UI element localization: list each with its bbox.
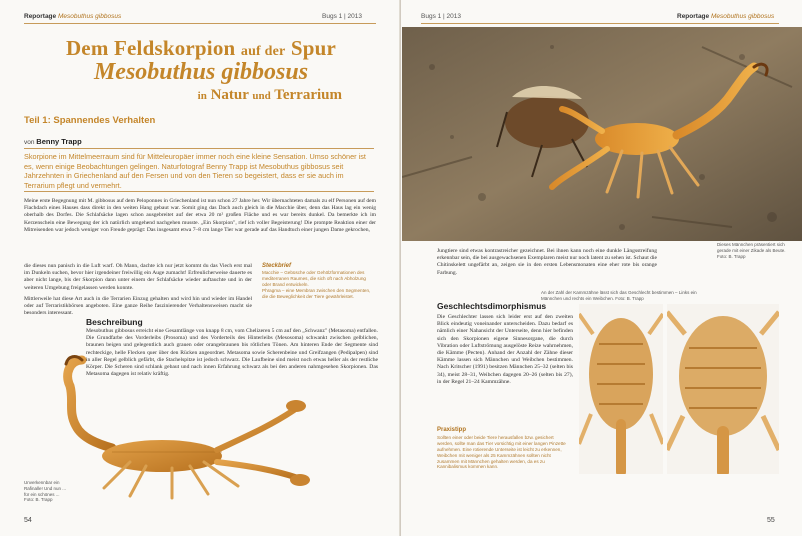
lead-paragraph: Skorpione im Mittelmeerraum sind für Mitteleuropäer immer noch eine kleine Sensation. Umso schöner ist es, wenn einige Beobachtungen gelingen. Naturfotograf Benny Trapp ist Mesobuthus gibbosus seit Jahrzehnten in Griechenland auf den Fersen und von den Tieren so begeistert, dass er sie auch im Terrarium pflegt und vermehrt. <box>24 152 366 190</box>
title-line-3: in Natur und Terrarium <box>197 87 342 103</box>
body-paragraph-1: die dieses nun panisch in die Luft warf. Oh Mann, dachte ich nur jetzt kommt du das Viech erst mal im Dunkeln suchen, bevor hier irgendeiner freiwillig ein Auge zumacht! Erfreulicherweise dauerte es aber nicht lange, bis der Skorpion dann unter einem der Schlafsäcke wieder auftauchte und in der weiteren Umgebung freigelassen werden konnte. <box>24 263 252 291</box>
praxistipp-heading: Praxistipp <box>437 427 467 433</box>
steckbrief-heading: Steckbrief <box>262 263 292 269</box>
belly-photo-caption: An der Zahl der Kammzähne lässt sich das Geschlecht bestimmen – Links ein Männchen und rechts ein Weibchen. Foto: B. Trapp <box>541 290 697 301</box>
lead-rule-bottom <box>24 191 374 192</box>
header-rule-right <box>421 23 779 24</box>
left-issue: Bugs 1 | 2013 <box>322 13 362 20</box>
left-header: Reportage Mesobuthus gibbosus <box>24 13 122 20</box>
male-underside-photo <box>579 304 663 474</box>
steckbrief-phragma: Phragma – eine Membran zwischen den Segmenten, die die Beweglichkeit der Tiere gewährleistet. <box>262 288 371 299</box>
page-title <box>20 36 382 104</box>
right-issue: Bugs 1 | 2013 <box>421 13 461 20</box>
female-underside-photo <box>667 304 779 474</box>
geschlechtsdimorphismus-heading: Geschlechtsdimorphismus <box>437 301 547 311</box>
title-line-1: Dem Feldskorpion auf der Spur <box>65 36 337 60</box>
page-number-left: 54 <box>24 517 32 524</box>
body-paragraph-2: Mittlerweile hat diese Art auch in die Terrarien Einzug gehalten und wird hin und wieder im Handel oder auf Terraristikbörsen angeboten. Eine ganze Reihe faszinierender Verhaltensweisen macht sie besonders interessant. <box>24 296 252 317</box>
geschlechtsdimorphismus-text: Die Geschlechter lassen sich leider erst auf den zweiten Blick eindeutig voneinander unterscheiden. Dazu bedarf es nämlich einer Nahansicht der Unterseite, denn hier befinden sich den Skorpionen eigene Sinnesorgane, die durch Vibration oder Luftströmung ausgelöste Reize wahrnehmen, die Kämme (Pecten). Anhand der Anzahl der Zähne dieser Kämme lassen sich Männchen und Weibchen bestimmen. Nach Kritscher (1991) besitzen Männchen 25–32 (selten bis 34), meist 28–31, Weibchen dagegen 20–26 (selten bis 27), in der Regel 21–24 Kammzähne. <box>437 314 573 385</box>
left-photo-caption: Unverkennbar ein Rafinalle! Und nun ... für ein schönes ... Foto: B. Trapp <box>24 480 67 503</box>
intro-paragraph: Meine erste Begegnung mit M. gibbosus auf dem Peloponnes in Griechenland ist nun schon 27 Jahre her. Wir übernachteten damals zu elf Personen auf dem Flachdach eines Hauses dass direkt in den weiten Hang gebaut war. Somit ging das Dach auch gleich in die Macchie über, denn das Haus lag ein wenig oberhalb des Dorfes. Die Schlafsäcke lagen schon ausgebreitet auf der etwa 20 m² großen Fläche und es war bereits dunkel. Da bemerkte ich im Kerzenschein eine Bewegung der ich natürlich umgehend nachgehen musste. „Ein Skorpion", rief ich voller Begeisterung! Die prompte Reaktion einer der Mitreisenden war jedoch weniger von Freude geprägt: Das insgesamt etwa 7–8 cm lange Tier war gerade auf das Handtuch einer jungen Dame gekrochen, <box>24 198 376 233</box>
beschreibung-heading: Beschreibung <box>86 317 143 327</box>
right-page <box>401 0 802 536</box>
praxistipp-box <box>437 428 567 470</box>
top-photo-caption: Dieses Männchen präsentiert sich gerade mit einer Zikade als Beute. Foto: B. Trapp <box>717 242 786 259</box>
lead-rule-top <box>24 148 374 149</box>
author: Benny Trapp <box>36 137 82 146</box>
byline: von Benny Trapp <box>24 137 82 146</box>
right-body-paragraph: Jungtiere sind etwas kontrastreicher gezeichnet. Bei ihnen kann noch eine dunkle Längsstreifung erkennbar sein, die bei ausgewachsenen Exemplaren meist nur noch latent zu sehen ist. Schaut die Chitinskelett ungefärbt an, zeigen sie in den ersten Lebensmonaten eine eher rote bis orange Farbung. <box>437 248 657 276</box>
scorpion-prey-photo <box>402 27 802 241</box>
steckbrief-box <box>262 263 374 300</box>
beschreibung-text: Mesobuthus gibbosus erreicht eine Gesamtlänge von knapp 8 cm, vom Chelizeren 5 cm auf den „Schwanz" (Metasoma) entfallen. Die Grundfarbe des Vorderleibs (Prosoma) und des Vorderteils des Hinterleibs (Mesosoma) schwankt zwischen gelblichen, braunen beigen und gelegentlich auch grauen oder orangebraunen bis rötlichen Tönen. Am hinteren Ende der Segmente sind rechteckige, helle Flecken quer über den Rücken angeordnet. Metasoma sowie Scherenbeine und Greifzangen (Pedipalpen) sind in aller Regel gelblich gefärbt, die Stachelspitze ist jedoch schwarz. Die Laufbeine sind meist noch etwas heller als der restliche Körper. Die Scheren sind schlank gebaut und nach innen Erfahrung schwarz als bei den anderen nahmgesehen Skorpionen. Das Metasoma dagegen ist relativ kräftig. <box>86 328 378 378</box>
header-rule <box>24 23 376 24</box>
page-number-right: 55 <box>767 517 775 524</box>
right-header: Reportage Mesobuthus gibbosus <box>677 13 775 20</box>
title-species: Mesobuthus gibbosus <box>93 59 309 85</box>
steckbrief-macchie: Macchie – Gebüsche oder Gehölzformationen des mediterranen Raumes, die sich oft nach Abholzung oder Brand entwickeln. <box>262 270 366 287</box>
praxistipp-text: Sollten einer oder beide Tiere herausfallen bzw. gesichert werden, sollte man das Tier vorsichtig mit einer langen Pinzette aufnehmen. Eine rotierende Unterseite ist leicht zu erkennen, Weibchen mit weniger als 25 Kammzähnen sollten nicht zusammen mit Männchen gehalten werden, da es zu Kannibalismus kommen kann. <box>437 434 566 470</box>
subtitle: Teil 1: Spannendes Verhalten <box>24 115 156 126</box>
